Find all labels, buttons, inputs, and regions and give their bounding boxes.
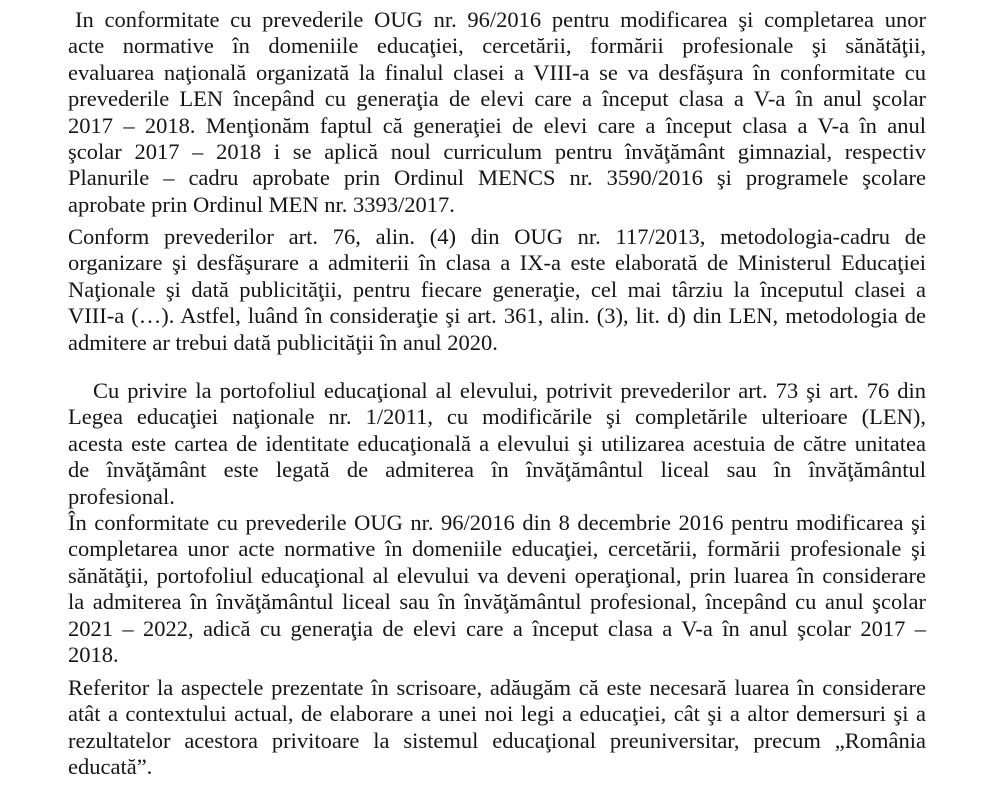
text-line: Conform prevederilor art. 76, alin. (4) din OUG nr. 117/2013, metodologia-cadru de [68, 224, 926, 249]
paragraph-evaluare-nationala [68, 7, 926, 218]
text-line: Cu privire la portofoliul educaţional al elevului, potrivit prevederilor art. 73 şi art. 76 din [93, 378, 926, 403]
text-line: In conformitate cu prevederile OUG nr. 96/2016 pentru modificarea şi completarea unor [75, 7, 926, 32]
text-line: 2018. [68, 641, 119, 667]
text-line: Legea educaţiei naţionale nr. 1/2011, cu modificările şi completările ulterioare (LEN), [68, 404, 926, 430]
text-line: rezultatelor acestora privitoare la sistemul educaţional preuniversitar, precum „România [68, 727, 926, 753]
text-line: la admiterea în învăţământul liceal sau în învăţământul profesional, începând cu anul şcolar [68, 589, 926, 615]
text-line: 2021 – 2022, adică cu generaţia de elevi care a început clasa a V-a în anul şcolar 2017 – [68, 615, 926, 641]
text-line: evaluarea naţională organizată la finalul clasei a VIII-a se va desfăşura în conformitate cu [68, 59, 926, 85]
paragraph-metodologie-admitere [68, 224, 926, 356]
text-line: acte normative în domeniile educaţiei, cercetării, formării profesionale şi sănătăţii, [68, 33, 926, 59]
paragraph-portofoliu-educational [68, 378, 926, 510]
text-line: Naţionale şi dată publicităţii, pentru fiecare generaţie, cel mai târziu la începutul clasei a [68, 276, 926, 302]
text-line: Referitor la aspectele prezentate în scrisoare, adăugăm că este necesară luarea în considerare [68, 675, 926, 700]
text-line: de învăţământ este legată de admiterea în învăţământul liceal sau în învăţământul [68, 457, 926, 483]
text-line: completarea unor acte normative în domeniile educaţiei, cercetării, formării profesionale şi [68, 536, 926, 562]
text-line: profesional. [68, 483, 175, 509]
text-line: şcolar 2017 – 2018 i se aplică noul curriculum pentru învăţământ gimnazial, respectiv [68, 138, 926, 164]
text-line: acesta este cartea de identitate educaţională a elevului şi utilizarea acestuia de către unitatea [68, 430, 926, 456]
text-line: sănătăţii, portofoliul educaţional al elevului va deveni operaţional, prin luarea în considerare [68, 562, 926, 588]
text-line: organizare şi desfăşurare a admiterii în clasa a IX-a este elaborată de Ministerul Educaţiei [68, 250, 926, 276]
paragraph-oug-96-2016 [68, 510, 926, 668]
text-line: VIII-a (…). Astfel, luând în consideraţie şi art. 361, alin. (3), lit. d) din LEN, metodologia de [68, 303, 926, 329]
text-line: Planurile – cadru aprobate prin Ordinul MENCS nr. 3590/2016 şi programele şcolare [68, 165, 926, 191]
text-line: aprobate prin Ordinul MEN nr. 3393/2017. [68, 191, 455, 217]
text-line: atât a contextului actual, de elaborare a unei noi legi a educaţiei, cât şi a altor demersuri şi a [68, 701, 926, 727]
text-line: 2017 – 2018. Menţionăm faptul că generaţiei de elevi care a început clasa a V-a în anul [68, 112, 926, 138]
text-line: prevederile LEN începând cu generaţia de elevi care a început clasa a V-a în anul şcolar [68, 86, 926, 112]
text-line: educată”. [68, 754, 153, 780]
text-line: În conformitate cu prevederile OUG nr. 96/2016 din 8 decembrie 2016 pentru modificarea şi [68, 510, 926, 535]
text-line: admitere ar trebui dată publicităţii în anul 2020. [68, 329, 498, 355]
paragraph-referitor-scrisoare [68, 675, 926, 781]
